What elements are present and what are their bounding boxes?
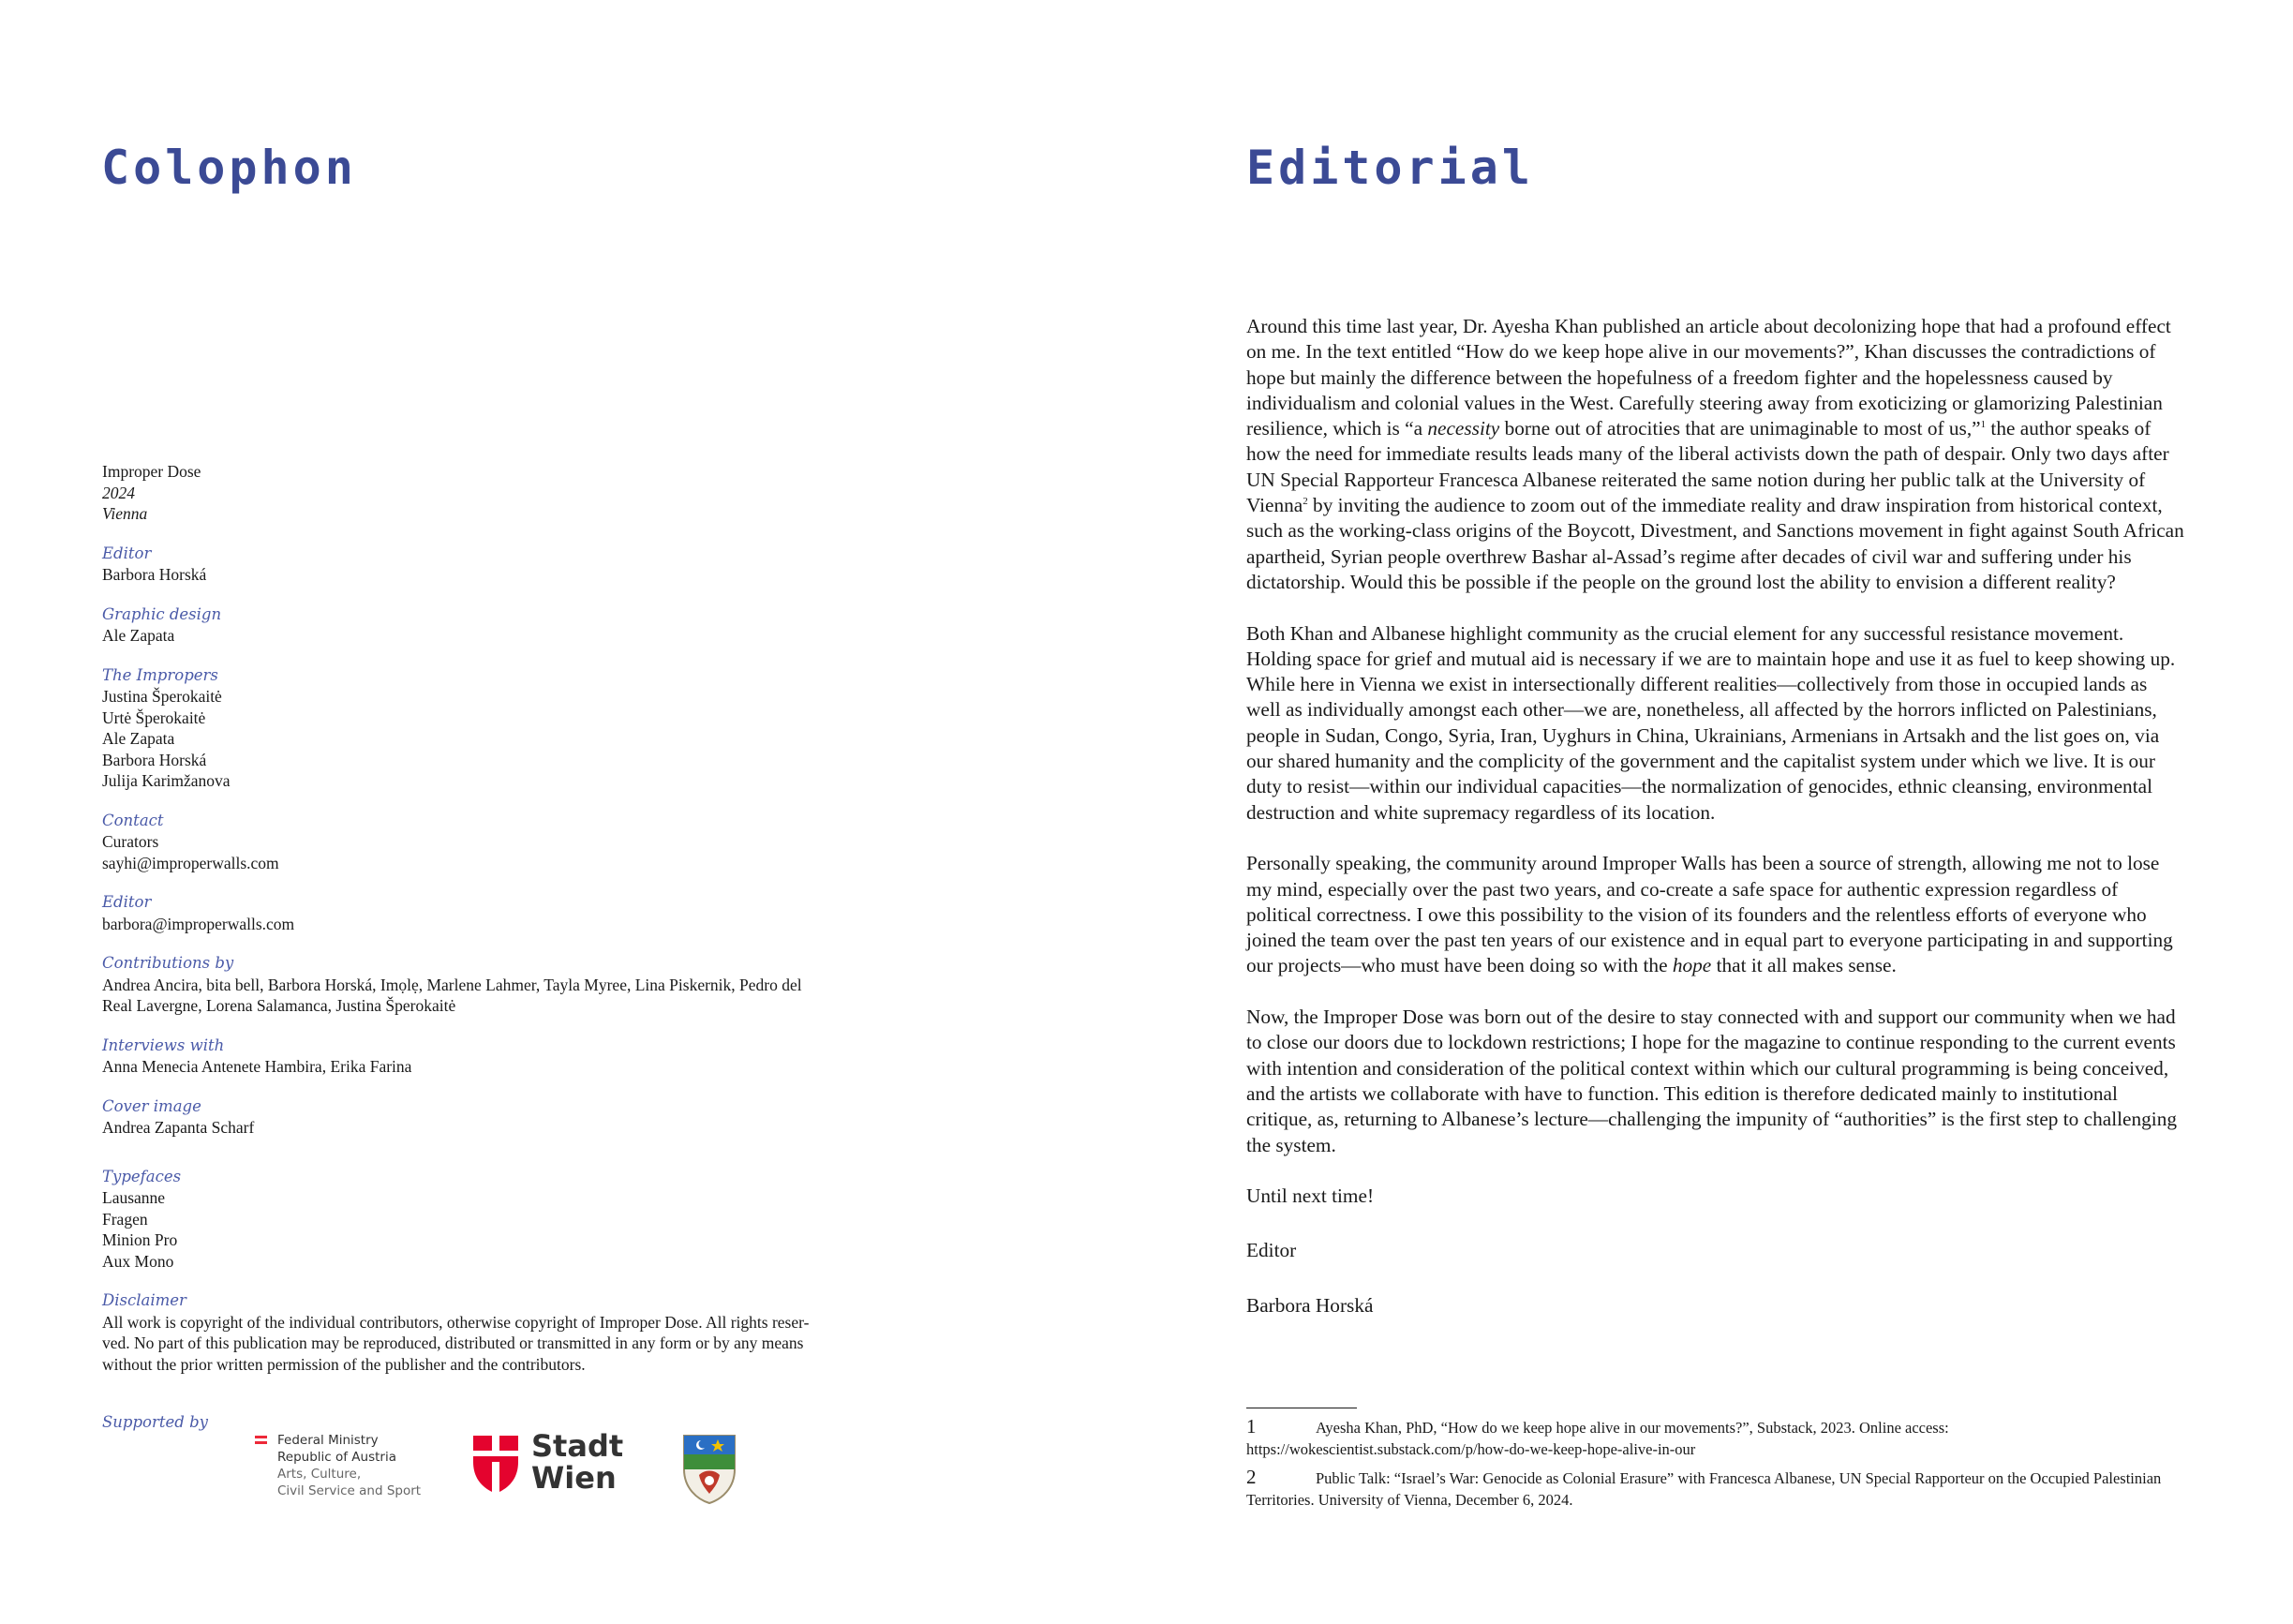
disclaimer-line: ved. No part of this publication may be reproduced, distributed or transmitted in any form or by any means [102,1333,804,1352]
graphic-design-label: Graphic design [102,604,222,623]
team-member: Julija Karimžanova [102,771,231,790]
district-crest-icon [680,1432,738,1505]
footnote-text: Public Talk: “Israel’s War: Genocide as Colonial Erasure” with Francesca Albanese, UN Special Rapporteur on the Occupied Palestinian Territories. University of Vienna, December 6, 2024. [1246,1469,2162,1509]
improper-team-label: The Impropers [102,665,218,684]
signature: Barbora Horská [1246,1293,1374,1317]
stadt-wien-text [531,1430,623,1494]
paragraph-text: that it all makes sense. [1711,954,1897,977]
contact-role: Curators [102,832,159,851]
paragraph-text: borne out of atrocities that are unimaginable to most of us,” [1499,417,1981,440]
ministry-logo-text [277,1432,421,1499]
paragraph-text: Personally speaking, the community around Improper Walls has been a source of strength, allowing me not to lose my mind, especially over the past two years, and co-create a safe space for authentic expression regardless of political correctness. I owe this possibility to the vision of its founders and the relentless efforts of everyone who joined the team over the past ten years of our existence and in equal part to everyone participating in and supporting our projects—who must have been doing so with the [1246,852,2173,977]
editorial-paragraph [1246,851,2185,978]
typeface-item: Minion Pro [102,1230,178,1249]
austria-flag-icon [255,1436,267,1444]
footnote [1246,1468,2183,1511]
footnote-ref[interactable]: 2 [1303,495,1308,507]
footnote-number: 2 [1246,1466,1257,1488]
typeface-item: Fragen [102,1209,148,1229]
cover-image-name: Andrea Zapanta Scharf [102,1118,255,1137]
contributions-line: Real Lavergne, Lorena Salamanca, Justina Šperokaitė [102,996,456,1015]
disclaimer-line: All work is copyright of the individual contributors, otherwise copyright of Improper Dose. All rights reser- [102,1312,810,1332]
publication-info [102,461,871,525]
disclaimer-label: Disclaimer [102,1291,186,1309]
team-member: Urtė Šperokaitė [102,708,206,727]
stadt-wien-logo [471,1428,624,1499]
publication-name: Improper Dose [102,462,201,481]
team-member: Barbora Horská [102,750,207,769]
emphasis-text: hope [1672,954,1712,977]
improper-team-block [102,665,871,792]
signoff-role: Editor [1246,1239,1297,1262]
contact-email[interactable]: sayhi@improperwalls.com [102,853,279,872]
editor-name: Barbora Horská [102,565,207,584]
ministry-line: Civil Service and Sport [277,1483,422,1498]
team-member: Justina Šperokaitė [102,687,222,706]
typeface-item: Aux Mono [102,1251,174,1271]
typefaces-label: Typefaces [102,1167,182,1185]
team-member: Ale Zapata [102,729,175,748]
footnote-text[interactable]: Ayesha Khan, PhD, “How do we keep hope alive in our movements?”, Substack, 2023. Online access: https://wokescientist.substack.com/p/how-do-we-keep-hope-alive-in-our [1246,1419,1949,1458]
emphasis-text: necessity [1427,417,1500,440]
contact-block [102,811,871,874]
interviews-names: Anna Menecia Antenete Hambira, Erika Farina [102,1057,412,1076]
editorial-paragraph [1246,314,2185,595]
graphic-design-block [102,604,871,647]
interviews-label: Interviews with [102,1035,225,1054]
paragraph-text: by inviting the audience to zoom out of the immediate reality and draw inspiration from historical context, such as the working-class origins of the Boycott, Divestment, and Sanctions movement in fight against South African apartheid, Syrian people overthrew Bashar al-Assad’s regime after decades of civil war and suffering under his dictatorship. Would this be possible if the people on the ground lost the ability to envision a different reality? [1246,494,2184,593]
typefaces-block [102,1167,871,1273]
graphic-design-name: Ale Zapata [102,626,175,645]
cover-image-label: Cover image [102,1096,201,1115]
cover-image-block [102,1096,871,1139]
contributions-label: Contributions by [102,954,234,972]
disclaimer-block [102,1290,871,1375]
colophon-section [102,461,871,1393]
supported-by-label: Supported by [102,1413,208,1431]
editorial-paragraph: Both Khan and Albanese highlight community as the crucial element for any successful resistance movement. Holding space for grief and mutual aid is necessary if we are to maintain hope and use it as fuel to keep showing up. While here in Vienna we exist in intersectionally different realities—collectively from those in occupied lands as well as individually amongst each other—we are, nonetheless, all affected by the horrors inflicted on Palestinians, people in Sudan, Congo, Syria, Iran, Uyghurs in China, Ukrainians, Armenians in Artsakh and the list goes on, via our shared humanity and the complicity of the government and the capitalist system under which we live. It is our duty to resist—within our individual capacities—the normalization of genocides, ethnic cleansing, environmental destruction and white supremacy regardless of its location. [1246,621,2176,824]
footnote-ref[interactable]: 1 [1980,419,1987,431]
footnote [1246,1415,2183,1460]
publication-city: Vienna [102,504,148,523]
contact-label: Contact [102,811,164,829]
interviews-block [102,1035,871,1078]
editorial-paragraph: Now, the Improper Dose was born out of the desire to stay connected with and support our community when we had to close our doors due to lockdown restrictions; I hope for the magazine to continue responding to the current events with intention and consideration of the political context within which our cultural programming is being conceived, and the artists we collaborate with have to function. This edition is therefore dedicated mainly to institutional critique, as, returning to Albanese’s lecture—challenging the impunity of “authorities” is the first step to challenging the system. [1246,1006,2177,1156]
paragraph-text: the author speaks of how the need for immediate results leads many of the liberal activists down the path of despair. Only two days after UN Special Rapporteur Francesca Albanese reiterated the same notion during her public talk at the University of Vienna [1246,417,2169,517]
editor-block [102,544,871,586]
publication-year: 2024 [102,483,135,502]
vienna-shield-icon [471,1434,520,1494]
editor-email[interactable]: barbora@improperwalls.com [102,914,295,933]
signoff: Until next time! [1246,1184,1375,1208]
editorial-body [1246,314,2185,1348]
contributions-line: Andrea Ancira, bita bell, Barbora Horská, Imọlẹ, Marlene Lahmer, Tayla Myree, Lina Piskernik, Pedro del [102,975,802,994]
contributions-block [102,953,871,1017]
wien-line: Stadt [531,1428,624,1464]
editor-contact-label: Editor [102,893,152,911]
ministry-line: Arts, Culture, [277,1467,362,1482]
supported-by-section [102,1413,945,1516]
editor-contact-block [102,892,871,934]
wien-line: Wien [531,1460,617,1496]
editor-label: Editor [102,544,152,562]
typeface-item: Lausanne [102,1188,166,1207]
footnote-number: 1 [1246,1415,1257,1438]
disclaimer-line: without the prior written permission of the publisher and the contributors. [102,1354,586,1374]
footnotes [1246,1415,2183,1519]
paragraph-text: Around this time last year, Dr. Ayesha Khan published an article about decolonizing hope that had a profound effect on me. In the text entitled “How do we keep hope alive in our movements?”, Khan discusses the contradictions of hope but mainly the difference between the hopefulness of a freedom fighter and the hopelessness caused by individualism and colonial values in the West. Carefully steering away from exoticizing or glamorizing Palestinian resilience, which is “a [1246,315,2171,440]
colophon-heading: Colophon [101,141,357,195]
editorial-heading: Editorial [1246,141,1534,195]
ministry-line: Federal Ministry [277,1433,379,1448]
ministry-line: Republic of Austria [277,1450,396,1465]
